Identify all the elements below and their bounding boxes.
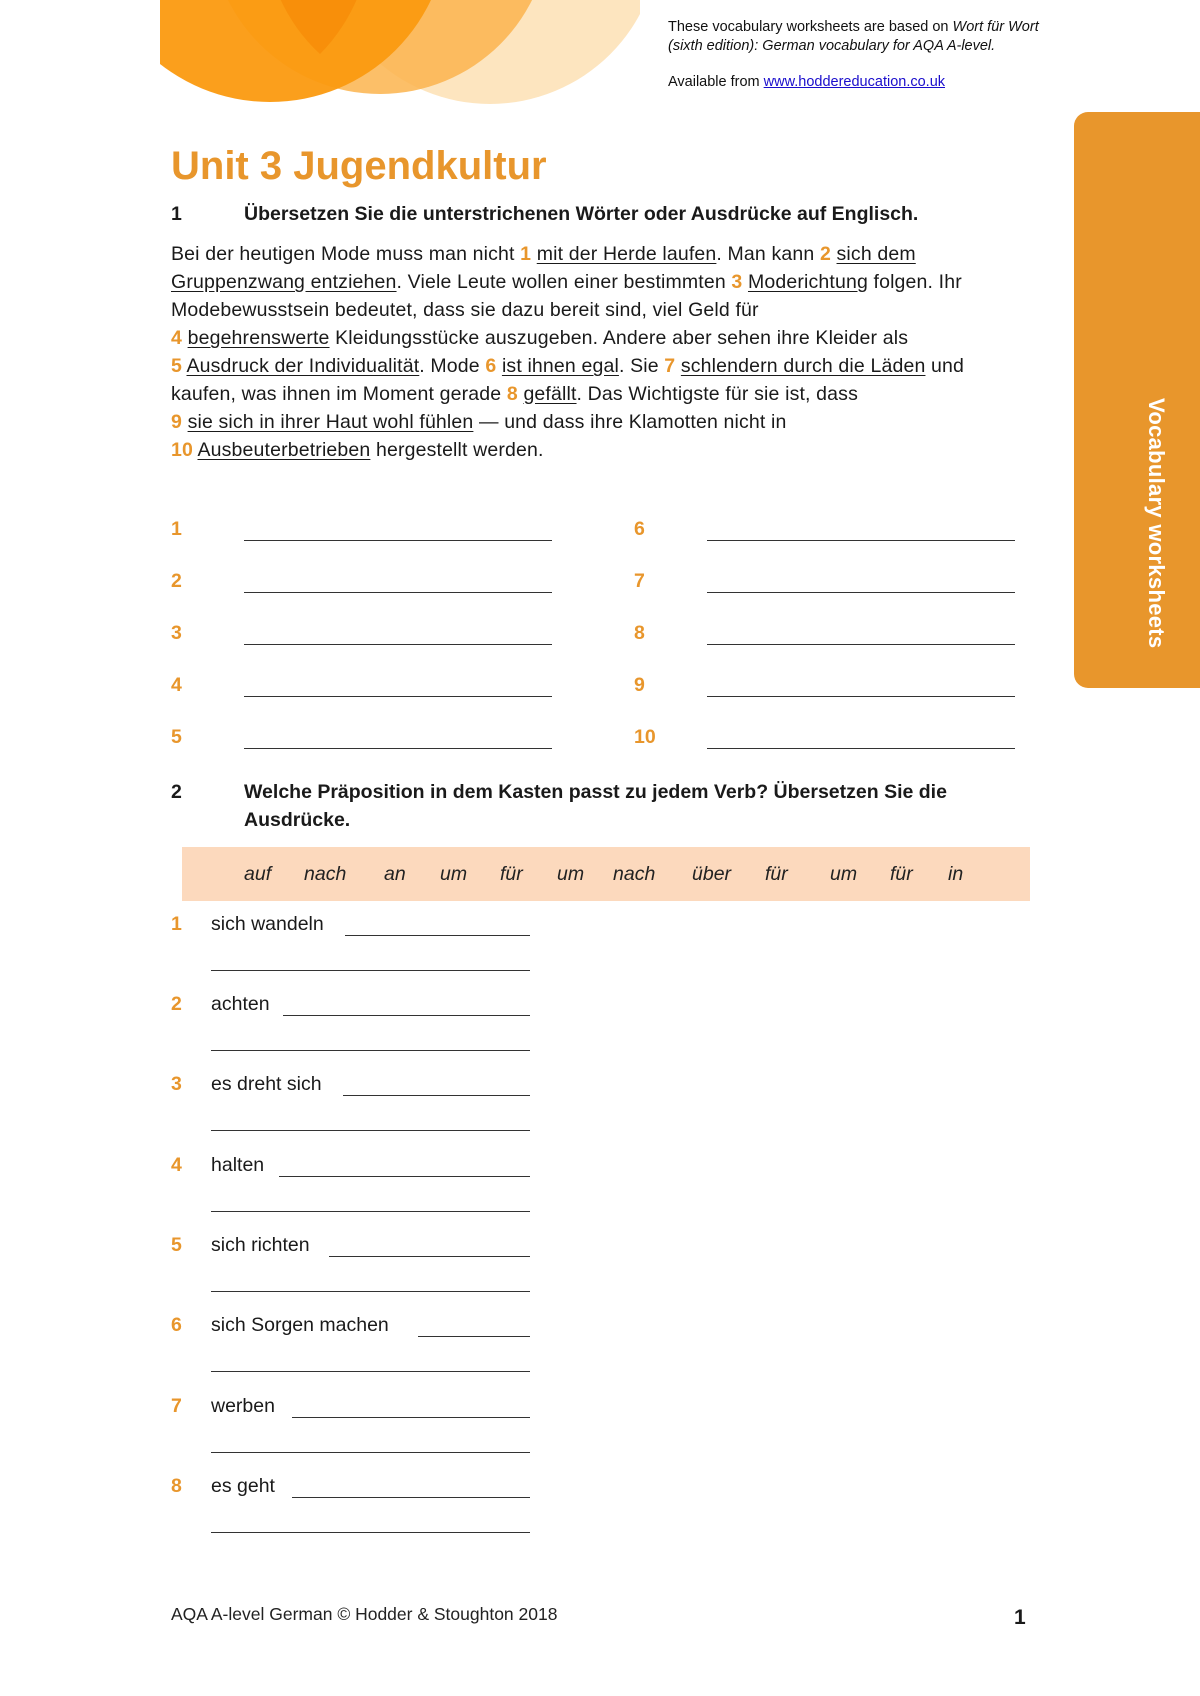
- answer-number: 1: [171, 518, 182, 540]
- underlined-term: sich dem Gruppenzwang entziehen: [171, 243, 916, 293]
- answer-number: 4: [171, 674, 182, 696]
- answer-line[interactable]: [707, 592, 1015, 593]
- term-number: 5: [171, 355, 182, 377]
- side-tab: [1074, 112, 1200, 688]
- answer-number: 6: [634, 518, 645, 540]
- verb-text: sich wandeln: [211, 913, 324, 935]
- decorative-circles: [160, 0, 640, 112]
- underlined-term: mit der Herde laufen: [536, 243, 717, 265]
- verb-number: 7: [171, 1395, 182, 1417]
- answer-number: 3: [171, 622, 182, 644]
- answer-line[interactable]: [283, 1015, 530, 1016]
- verb-number: 2: [171, 993, 182, 1015]
- preposition-word: über: [692, 863, 732, 885]
- term-number: 4: [171, 327, 182, 349]
- answer-line[interactable]: [211, 1130, 530, 1131]
- answer-line[interactable]: [707, 540, 1015, 541]
- answer-number: 2: [171, 570, 182, 592]
- available-label: Available from: [668, 74, 764, 90]
- publisher-link[interactable]: www.hoddereducation.co.uk: [763, 74, 946, 90]
- verb-text: werben: [211, 1395, 275, 1417]
- answer-line[interactable]: [211, 1050, 530, 1051]
- underlined-term: Ausbeuterbetrieben: [197, 439, 371, 461]
- book-subtitle: (sixth edition): German vocabulary for AQA A-level.: [668, 38, 996, 54]
- preposition-word: für: [765, 863, 788, 885]
- term-number: 10: [171, 439, 193, 461]
- term-number: 3: [731, 271, 743, 293]
- answer-line[interactable]: [244, 748, 552, 749]
- question-number: 1: [171, 203, 182, 225]
- answer-line[interactable]: [707, 748, 1015, 749]
- answer-line[interactable]: [279, 1176, 530, 1177]
- verb-number: 5: [171, 1234, 182, 1256]
- source-note: [668, 18, 1098, 56]
- verb-text: sich richten: [211, 1234, 310, 1256]
- term-number: 8: [506, 383, 518, 405]
- preposition-word: nach: [613, 863, 656, 885]
- verb-text: achten: [211, 993, 270, 1015]
- answer-line[interactable]: [211, 970, 530, 971]
- term-number: 9: [171, 411, 182, 433]
- underlined-term: begehrenswerte: [187, 327, 330, 349]
- verb-text: es geht: [211, 1475, 275, 1497]
- header-note: [668, 18, 1098, 92]
- answer-number: 9: [634, 674, 645, 696]
- answer-line[interactable]: [211, 1211, 530, 1212]
- answer-line[interactable]: [211, 1371, 530, 1372]
- answer-line[interactable]: [211, 1291, 530, 1292]
- term-number: 7: [664, 355, 676, 377]
- preposition-word: um: [830, 863, 858, 885]
- page-title: Unit 3 Jugendkultur: [171, 144, 547, 188]
- preposition-word: auf: [244, 863, 272, 885]
- answer-line[interactable]: [418, 1336, 530, 1337]
- answer-line[interactable]: [244, 540, 552, 541]
- source-note-text: These vocabulary worksheets are based on: [668, 19, 953, 35]
- preposition-word: für: [500, 863, 523, 885]
- answer-line[interactable]: [244, 696, 552, 697]
- answer-number: 10: [634, 726, 656, 748]
- term-number: 1: [520, 243, 532, 265]
- availability-note: [668, 73, 1098, 92]
- question-instruction: Welche Präposition in dem Kasten passt zu jedem Verb? Übersetzen Sie die Ausdrücke.: [244, 781, 947, 831]
- page-number: 1: [1014, 1606, 1026, 1629]
- verb-number: 1: [171, 913, 182, 935]
- answer-line[interactable]: [707, 644, 1015, 645]
- verb-number: 6: [171, 1314, 182, 1336]
- answer-line[interactable]: [343, 1095, 530, 1096]
- preposition-box: [182, 847, 1030, 901]
- footer-copyright: AQA A-level German © Hodder & Stoughton 2018: [171, 1604, 558, 1624]
- preposition-word: an: [384, 863, 406, 885]
- verb-number: 4: [171, 1154, 182, 1176]
- preposition-word: für: [890, 863, 913, 885]
- question-2-heading: [171, 778, 1031, 834]
- preposition-word: um: [440, 863, 468, 885]
- underlined-term: Ausdruck der Individualität: [186, 355, 420, 377]
- reading-passage: Bei der heutigen Mode muss man nicht 1 mit der Herde laufen. Man kann 2 sich dem Gruppenzwang entziehen. Viele Leute wollen einer bestimmten 3 Moderichtung folgen. Ihr Modebewusstsein bedeutet, dass sie dazu bereit sind, viel Geld für 4 begehrenswerte Kleidungsstücke auszugeben. Andere aber sehen ihre Kleider als 5 Ausdruck der Individualität. Mode 6 ist ihnen egal. Sie 7 schlendern durch die Läden und kaufen, was ihnen im Moment gerade 8 gefällt. Das Wichtigste für sie ist, dass 9 sie sich in ihrer Haut wohl fühlen — und dass ihre Klamotten nicht in 10 Ausbeuterbetrieben hergestellt werden.: [171, 243, 965, 461]
- answer-line[interactable]: [211, 1532, 530, 1533]
- term-number: 2: [819, 243, 831, 265]
- underlined-term: sie sich in ihrer Haut wohl fühlen: [187, 411, 474, 433]
- verb-text: sich Sorgen machen: [211, 1314, 389, 1336]
- answer-line[interactable]: [707, 696, 1015, 697]
- preposition-word: in: [948, 863, 964, 885]
- preposition-word: um: [557, 863, 585, 885]
- underlined-term: gefällt: [523, 383, 577, 405]
- verb-number: 3: [171, 1073, 182, 1095]
- side-tab-label: Vocabulary worksheets: [1144, 398, 1169, 649]
- answer-line[interactable]: [292, 1497, 530, 1498]
- verb-text: es dreht sich: [211, 1073, 322, 1095]
- answer-line[interactable]: [292, 1417, 530, 1418]
- term-number: 6: [485, 355, 497, 377]
- answer-line[interactable]: [345, 935, 530, 936]
- verb-number: 8: [171, 1475, 182, 1497]
- answer-line[interactable]: [211, 1452, 530, 1453]
- preposition-word: nach: [304, 863, 347, 885]
- question-instruction: Übersetzen Sie die unterstrichenen Wörter oder Ausdrücke auf Englisch.: [244, 203, 919, 225]
- answer-number: 8: [634, 622, 645, 644]
- underlined-term: Moderichtung: [747, 271, 868, 293]
- book-title: Wort für Wort: [952, 19, 1039, 35]
- answer-number: 7: [634, 570, 645, 592]
- answer-number: 5: [171, 726, 182, 748]
- underlined-term: schlendern durch die Läden: [680, 355, 926, 377]
- answer-line[interactable]: [244, 644, 552, 645]
- verb-text: halten: [211, 1154, 265, 1176]
- answer-line[interactable]: [244, 592, 552, 593]
- question-number: 2: [171, 781, 182, 803]
- underlined-term: ist ihnen egal: [501, 355, 619, 377]
- answer-line[interactable]: [329, 1256, 530, 1257]
